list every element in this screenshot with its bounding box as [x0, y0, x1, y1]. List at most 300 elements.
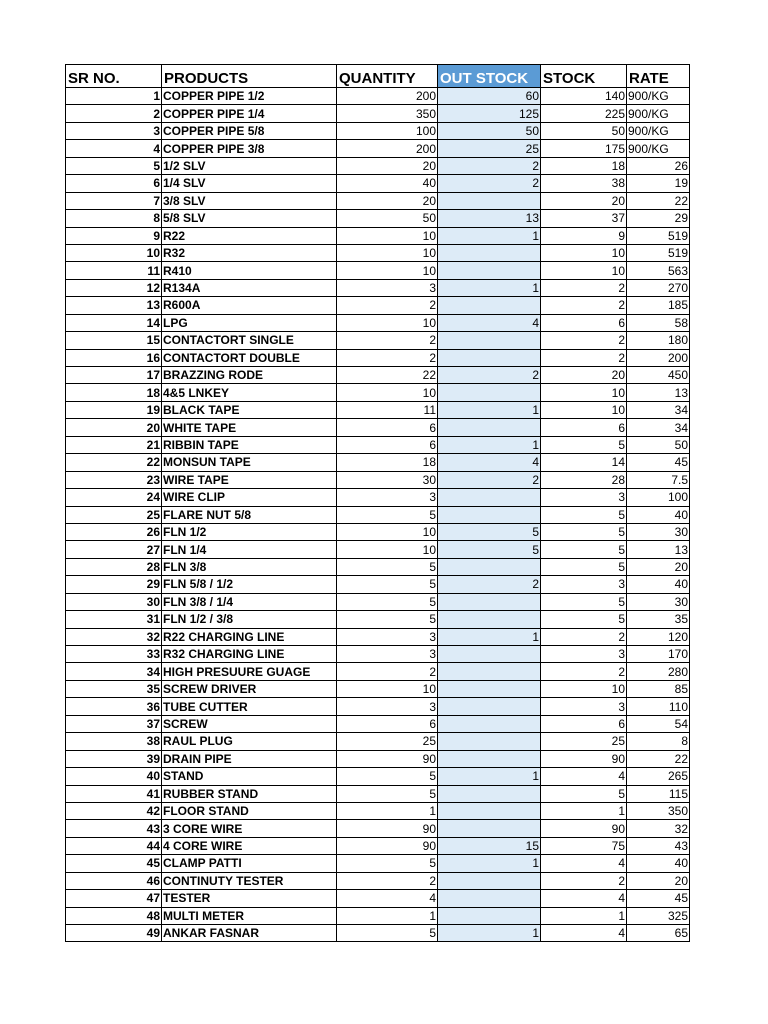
header-products[interactable]: PRODUCTS: [162, 65, 337, 88]
cell-out-stock[interactable]: 1: [438, 436, 541, 453]
cell-rate[interactable]: 270: [627, 279, 690, 296]
cell-rate[interactable]: 20: [627, 558, 690, 575]
cell-quantity[interactable]: 6: [337, 436, 438, 453]
cell-product[interactable]: COPPER PIPE 1/4: [162, 105, 337, 122]
cell-quantity[interactable]: 1: [337, 802, 438, 819]
cell-sr-no[interactable]: 46: [66, 872, 162, 889]
cell-sr-no[interactable]: 35: [66, 680, 162, 697]
cell-stock[interactable]: 4: [541, 890, 627, 907]
cell-rate[interactable]: 325: [627, 907, 690, 924]
cell-product[interactable]: R22: [162, 227, 337, 244]
cell-rate[interactable]: 43: [627, 837, 690, 854]
cell-stock[interactable]: 10: [541, 680, 627, 697]
cell-sr-no[interactable]: 43: [66, 820, 162, 837]
cell-stock[interactable]: 6: [541, 314, 627, 331]
cell-rate[interactable]: 170: [627, 646, 690, 663]
cell-out-stock[interactable]: 2: [438, 367, 541, 384]
cell-rate[interactable]: 519: [627, 244, 690, 261]
cell-stock[interactable]: 20: [541, 192, 627, 209]
cell-product[interactable]: SCREW DRIVER: [162, 680, 337, 697]
cell-rate[interactable]: 45: [627, 454, 690, 471]
cell-stock[interactable]: 2: [541, 297, 627, 314]
cell-out-stock[interactable]: [438, 820, 541, 837]
cell-quantity[interactable]: 3: [337, 646, 438, 663]
cell-out-stock[interactable]: 1: [438, 628, 541, 645]
cell-rate[interactable]: 30: [627, 593, 690, 610]
cell-sr-no[interactable]: 36: [66, 698, 162, 715]
cell-sr-no[interactable]: 1: [66, 88, 162, 105]
cell-product[interactable]: TUBE CUTTER: [162, 698, 337, 715]
cell-rate[interactable]: 30: [627, 523, 690, 540]
cell-rate[interactable]: 54: [627, 715, 690, 732]
cell-rate[interactable]: 35: [627, 611, 690, 628]
cell-rate[interactable]: 13: [627, 384, 690, 401]
cell-product[interactable]: R32: [162, 244, 337, 261]
cell-sr-no[interactable]: 44: [66, 837, 162, 854]
cell-out-stock[interactable]: 1: [438, 925, 541, 942]
cell-sr-no[interactable]: 49: [66, 925, 162, 942]
cell-product[interactable]: 1/4 SLV: [162, 175, 337, 192]
cell-quantity[interactable]: 22: [337, 367, 438, 384]
cell-sr-no[interactable]: 5: [66, 157, 162, 174]
cell-quantity[interactable]: 6: [337, 715, 438, 732]
cell-sr-no[interactable]: 14: [66, 314, 162, 331]
cell-stock[interactable]: 5: [541, 436, 627, 453]
cell-out-stock[interactable]: 50: [438, 122, 541, 139]
cell-rate[interactable]: 115: [627, 785, 690, 802]
cell-rate[interactable]: 13: [627, 541, 690, 558]
cell-rate[interactable]: 900/KG: [627, 122, 690, 139]
cell-product[interactable]: R22 CHARGING LINE: [162, 628, 337, 645]
cell-product[interactable]: COPPER PIPE 1/2: [162, 88, 337, 105]
cell-out-stock[interactable]: 1: [438, 401, 541, 418]
cell-quantity[interactable]: 10: [337, 227, 438, 244]
cell-quantity[interactable]: 100: [337, 122, 438, 139]
cell-stock[interactable]: 3: [541, 576, 627, 593]
cell-stock[interactable]: 38: [541, 175, 627, 192]
cell-product[interactable]: HIGH PRESUURE GUAGE: [162, 663, 337, 680]
cell-rate[interactable]: 34: [627, 419, 690, 436]
cell-stock[interactable]: 10: [541, 244, 627, 261]
cell-sr-no[interactable]: 28: [66, 558, 162, 575]
cell-quantity[interactable]: 3: [337, 489, 438, 506]
cell-stock[interactable]: 4: [541, 855, 627, 872]
header-out-stock[interactable]: OUT STOCK: [438, 65, 541, 88]
cell-sr-no[interactable]: 42: [66, 802, 162, 819]
cell-out-stock[interactable]: [438, 384, 541, 401]
cell-sr-no[interactable]: 30: [66, 593, 162, 610]
cell-out-stock[interactable]: [438, 872, 541, 889]
cell-out-stock[interactable]: 15: [438, 837, 541, 854]
cell-out-stock[interactable]: [438, 593, 541, 610]
cell-out-stock[interactable]: [438, 297, 541, 314]
cell-sr-no[interactable]: 16: [66, 349, 162, 366]
cell-out-stock[interactable]: [438, 733, 541, 750]
cell-quantity[interactable]: 11: [337, 401, 438, 418]
cell-quantity[interactable]: 5: [337, 506, 438, 523]
cell-stock[interactable]: 4: [541, 768, 627, 785]
cell-product[interactable]: R410: [162, 262, 337, 279]
cell-product[interactable]: WIRE TAPE: [162, 471, 337, 488]
cell-stock[interactable]: 3: [541, 489, 627, 506]
cell-stock[interactable]: 10: [541, 262, 627, 279]
cell-product[interactable]: CONTACTORT DOUBLE: [162, 349, 337, 366]
cell-quantity[interactable]: 200: [337, 88, 438, 105]
cell-quantity[interactable]: 2: [337, 349, 438, 366]
cell-out-stock[interactable]: [438, 715, 541, 732]
cell-stock[interactable]: 14: [541, 454, 627, 471]
cell-product[interactable]: FLN 3/8: [162, 558, 337, 575]
cell-quantity[interactable]: 90: [337, 750, 438, 767]
cell-out-stock[interactable]: 5: [438, 541, 541, 558]
cell-sr-no[interactable]: 20: [66, 419, 162, 436]
cell-stock[interactable]: 2: [541, 332, 627, 349]
cell-sr-no[interactable]: 27: [66, 541, 162, 558]
cell-product[interactable]: TESTER: [162, 890, 337, 907]
cell-sr-no[interactable]: 26: [66, 523, 162, 540]
cell-stock[interactable]: 37: [541, 210, 627, 227]
cell-product[interactable]: WHITE TAPE: [162, 419, 337, 436]
cell-rate[interactable]: 900/KG: [627, 140, 690, 157]
cell-product[interactable]: SCREW: [162, 715, 337, 732]
cell-sr-no[interactable]: 6: [66, 175, 162, 192]
cell-sr-no[interactable]: 38: [66, 733, 162, 750]
cell-product[interactable]: DRAIN PIPE: [162, 750, 337, 767]
cell-product[interactable]: MULTI METER: [162, 907, 337, 924]
cell-rate[interactable]: 65: [627, 925, 690, 942]
cell-rate[interactable]: 100: [627, 489, 690, 506]
cell-out-stock[interactable]: [438, 646, 541, 663]
cell-product[interactable]: LPG: [162, 314, 337, 331]
cell-quantity[interactable]: 10: [337, 262, 438, 279]
cell-quantity[interactable]: 40: [337, 175, 438, 192]
cell-rate[interactable]: 185: [627, 297, 690, 314]
cell-product[interactable]: R32 CHARGING LINE: [162, 646, 337, 663]
cell-product[interactable]: 4 CORE WIRE: [162, 837, 337, 854]
header-quantity[interactable]: QUANTITY: [337, 65, 438, 88]
cell-quantity[interactable]: 2: [337, 297, 438, 314]
cell-quantity[interactable]: 3: [337, 279, 438, 296]
cell-rate[interactable]: 900/KG: [627, 105, 690, 122]
cell-stock[interactable]: 10: [541, 401, 627, 418]
cell-product[interactable]: STAND: [162, 768, 337, 785]
cell-stock[interactable]: 9: [541, 227, 627, 244]
cell-stock[interactable]: 175: [541, 140, 627, 157]
cell-sr-no[interactable]: 32: [66, 628, 162, 645]
cell-stock[interactable]: 4: [541, 925, 627, 942]
cell-sr-no[interactable]: 47: [66, 890, 162, 907]
cell-out-stock[interactable]: 4: [438, 454, 541, 471]
header-rate[interactable]: RATE: [627, 65, 690, 88]
cell-out-stock[interactable]: [438, 663, 541, 680]
cell-rate[interactable]: 34: [627, 401, 690, 418]
cell-quantity[interactable]: 90: [337, 837, 438, 854]
cell-sr-no[interactable]: 17: [66, 367, 162, 384]
cell-out-stock[interactable]: 2: [438, 471, 541, 488]
cell-out-stock[interactable]: 1: [438, 279, 541, 296]
cell-stock[interactable]: 20: [541, 367, 627, 384]
cell-sr-no[interactable]: 9: [66, 227, 162, 244]
cell-product[interactable]: FLN 5/8 / 1/2: [162, 576, 337, 593]
cell-product[interactable]: ANKAR FASNAR: [162, 925, 337, 942]
cell-out-stock[interactable]: [438, 192, 541, 209]
cell-stock[interactable]: 1: [541, 802, 627, 819]
cell-quantity[interactable]: 2: [337, 663, 438, 680]
cell-sr-no[interactable]: 39: [66, 750, 162, 767]
cell-rate[interactable]: 20: [627, 872, 690, 889]
cell-out-stock[interactable]: [438, 785, 541, 802]
cell-stock[interactable]: 2: [541, 279, 627, 296]
cell-quantity[interactable]: 5: [337, 593, 438, 610]
cell-sr-no[interactable]: 24: [66, 489, 162, 506]
cell-stock[interactable]: 10: [541, 384, 627, 401]
cell-stock[interactable]: 5: [541, 523, 627, 540]
cell-sr-no[interactable]: 7: [66, 192, 162, 209]
cell-quantity[interactable]: 10: [337, 384, 438, 401]
cell-out-stock[interactable]: 5: [438, 523, 541, 540]
cell-out-stock[interactable]: [438, 907, 541, 924]
cell-sr-no[interactable]: 8: [66, 210, 162, 227]
cell-rate[interactable]: 29: [627, 210, 690, 227]
cell-rate[interactable]: 26: [627, 157, 690, 174]
cell-out-stock[interactable]: [438, 332, 541, 349]
cell-sr-no[interactable]: 4: [66, 140, 162, 157]
cell-sr-no[interactable]: 41: [66, 785, 162, 802]
cell-product[interactable]: FLARE NUT 5/8: [162, 506, 337, 523]
cell-quantity[interactable]: 10: [337, 244, 438, 261]
cell-product[interactable]: BRAZZING RODE: [162, 367, 337, 384]
cell-rate[interactable]: 200: [627, 349, 690, 366]
cell-sr-no[interactable]: 22: [66, 454, 162, 471]
cell-out-stock[interactable]: [438, 349, 541, 366]
cell-product[interactable]: FLN 1/2 / 3/8: [162, 611, 337, 628]
cell-out-stock[interactable]: 1: [438, 855, 541, 872]
cell-stock[interactable]: 140: [541, 88, 627, 105]
cell-sr-no[interactable]: 34: [66, 663, 162, 680]
cell-quantity[interactable]: 30: [337, 471, 438, 488]
cell-product[interactable]: CLAMP PATTI: [162, 855, 337, 872]
cell-stock[interactable]: 2: [541, 872, 627, 889]
cell-quantity[interactable]: 3: [337, 698, 438, 715]
cell-stock[interactable]: 225: [541, 105, 627, 122]
cell-sr-no[interactable]: 29: [66, 576, 162, 593]
cell-sr-no[interactable]: 40: [66, 768, 162, 785]
cell-product[interactable]: RAUL PLUG: [162, 733, 337, 750]
cell-stock[interactable]: 5: [541, 785, 627, 802]
cell-rate[interactable]: 350: [627, 802, 690, 819]
cell-quantity[interactable]: 20: [337, 157, 438, 174]
cell-quantity[interactable]: 10: [337, 523, 438, 540]
cell-quantity[interactable]: 25: [337, 733, 438, 750]
cell-sr-no[interactable]: 23: [66, 471, 162, 488]
cell-rate[interactable]: 58: [627, 314, 690, 331]
cell-rate[interactable]: 40: [627, 576, 690, 593]
cell-stock[interactable]: 50: [541, 122, 627, 139]
cell-quantity[interactable]: 20: [337, 192, 438, 209]
cell-rate[interactable]: 563: [627, 262, 690, 279]
cell-rate[interactable]: 110: [627, 698, 690, 715]
cell-out-stock[interactable]: [438, 611, 541, 628]
cell-stock[interactable]: 5: [541, 611, 627, 628]
cell-product[interactable]: 1/2 SLV: [162, 157, 337, 174]
cell-quantity[interactable]: 5: [337, 855, 438, 872]
cell-rate[interactable]: 85: [627, 680, 690, 697]
cell-sr-no[interactable]: 3: [66, 122, 162, 139]
cell-quantity[interactable]: 5: [337, 611, 438, 628]
cell-rate[interactable]: 450: [627, 367, 690, 384]
cell-quantity[interactable]: 10: [337, 314, 438, 331]
cell-out-stock[interactable]: 1: [438, 768, 541, 785]
cell-stock[interactable]: 18: [541, 157, 627, 174]
cell-stock[interactable]: 5: [541, 506, 627, 523]
cell-sr-no[interactable]: 37: [66, 715, 162, 732]
cell-stock[interactable]: 25: [541, 733, 627, 750]
cell-stock[interactable]: 6: [541, 419, 627, 436]
cell-product[interactable]: RUBBER STAND: [162, 785, 337, 802]
cell-stock[interactable]: 3: [541, 646, 627, 663]
cell-sr-no[interactable]: 18: [66, 384, 162, 401]
cell-quantity[interactable]: 5: [337, 925, 438, 942]
cell-out-stock[interactable]: 4: [438, 314, 541, 331]
cell-stock[interactable]: 90: [541, 750, 627, 767]
cell-product[interactable]: RIBBIN TAPE: [162, 436, 337, 453]
cell-sr-no[interactable]: 13: [66, 297, 162, 314]
cell-out-stock[interactable]: [438, 262, 541, 279]
cell-stock[interactable]: 3: [541, 698, 627, 715]
cell-out-stock[interactable]: [438, 244, 541, 261]
cell-out-stock[interactable]: 125: [438, 105, 541, 122]
cell-quantity[interactable]: 18: [337, 454, 438, 471]
cell-rate[interactable]: 7.5: [627, 471, 690, 488]
cell-quantity[interactable]: 5: [337, 785, 438, 802]
cell-rate[interactable]: 519: [627, 227, 690, 244]
cell-rate[interactable]: 40: [627, 506, 690, 523]
cell-quantity[interactable]: 2: [337, 332, 438, 349]
cell-stock[interactable]: 5: [541, 558, 627, 575]
cell-stock[interactable]: 90: [541, 820, 627, 837]
cell-sr-no[interactable]: 15: [66, 332, 162, 349]
cell-quantity[interactable]: 5: [337, 558, 438, 575]
cell-rate[interactable]: 22: [627, 750, 690, 767]
cell-rate[interactable]: 22: [627, 192, 690, 209]
cell-quantity[interactable]: 2: [337, 872, 438, 889]
cell-product[interactable]: R134A: [162, 279, 337, 296]
cell-sr-no[interactable]: 45: [66, 855, 162, 872]
cell-quantity[interactable]: 50: [337, 210, 438, 227]
cell-quantity[interactable]: 10: [337, 541, 438, 558]
header-sr-no[interactable]: SR NO.: [66, 65, 162, 88]
cell-product[interactable]: CONTACTORT SINGLE: [162, 332, 337, 349]
cell-rate[interactable]: 265: [627, 768, 690, 785]
cell-sr-no[interactable]: 2: [66, 105, 162, 122]
cell-stock[interactable]: 28: [541, 471, 627, 488]
cell-stock[interactable]: 5: [541, 593, 627, 610]
cell-sr-no[interactable]: 25: [66, 506, 162, 523]
cell-quantity[interactable]: 10: [337, 680, 438, 697]
cell-out-stock[interactable]: 25: [438, 140, 541, 157]
cell-product[interactable]: 3 CORE WIRE: [162, 820, 337, 837]
cell-rate[interactable]: 32: [627, 820, 690, 837]
cell-sr-no[interactable]: 10: [66, 244, 162, 261]
cell-out-stock[interactable]: 60: [438, 88, 541, 105]
cell-product[interactable]: WIRE CLIP: [162, 489, 337, 506]
cell-rate[interactable]: 40: [627, 855, 690, 872]
cell-out-stock[interactable]: [438, 680, 541, 697]
cell-out-stock[interactable]: 13: [438, 210, 541, 227]
cell-quantity[interactable]: 350: [337, 105, 438, 122]
cell-product[interactable]: BLACK TAPE: [162, 401, 337, 418]
cell-rate[interactable]: 8: [627, 733, 690, 750]
cell-product[interactable]: FLN 1/4: [162, 541, 337, 558]
cell-stock[interactable]: 75: [541, 837, 627, 854]
cell-rate[interactable]: 19: [627, 175, 690, 192]
cell-product[interactable]: COPPER PIPE 3/8: [162, 140, 337, 157]
cell-quantity[interactable]: 5: [337, 768, 438, 785]
cell-sr-no[interactable]: 12: [66, 279, 162, 296]
cell-quantity[interactable]: 6: [337, 419, 438, 436]
cell-product[interactable]: FLOOR STAND: [162, 802, 337, 819]
cell-product[interactable]: CONTINUTY TESTER: [162, 872, 337, 889]
cell-sr-no[interactable]: 21: [66, 436, 162, 453]
cell-stock[interactable]: 5: [541, 541, 627, 558]
cell-out-stock[interactable]: [438, 750, 541, 767]
cell-quantity[interactable]: 3: [337, 628, 438, 645]
cell-product[interactable]: R600A: [162, 297, 337, 314]
cell-out-stock[interactable]: [438, 506, 541, 523]
cell-out-stock[interactable]: [438, 802, 541, 819]
cell-out-stock[interactable]: [438, 489, 541, 506]
cell-product[interactable]: 3/8 SLV: [162, 192, 337, 209]
cell-stock[interactable]: 2: [541, 628, 627, 645]
cell-stock[interactable]: 2: [541, 349, 627, 366]
cell-rate[interactable]: 900/KG: [627, 88, 690, 105]
cell-out-stock[interactable]: 2: [438, 157, 541, 174]
cell-out-stock[interactable]: 1: [438, 227, 541, 244]
cell-rate[interactable]: 280: [627, 663, 690, 680]
cell-sr-no[interactable]: 33: [66, 646, 162, 663]
cell-quantity[interactable]: 1: [337, 907, 438, 924]
cell-stock[interactable]: 6: [541, 715, 627, 732]
cell-rate[interactable]: 180: [627, 332, 690, 349]
cell-quantity[interactable]: 5: [337, 576, 438, 593]
cell-out-stock[interactable]: [438, 558, 541, 575]
cell-sr-no[interactable]: 48: [66, 907, 162, 924]
cell-out-stock[interactable]: [438, 698, 541, 715]
cell-product[interactable]: FLN 1/2: [162, 523, 337, 540]
cell-product[interactable]: MONSUN TAPE: [162, 454, 337, 471]
cell-out-stock[interactable]: [438, 419, 541, 436]
cell-product[interactable]: COPPER PIPE 5/8: [162, 122, 337, 139]
cell-quantity[interactable]: 90: [337, 820, 438, 837]
cell-product[interactable]: 4&5 LNKEY: [162, 384, 337, 401]
cell-sr-no[interactable]: 31: [66, 611, 162, 628]
cell-product[interactable]: FLN 3/8 / 1/4: [162, 593, 337, 610]
cell-sr-no[interactable]: 11: [66, 262, 162, 279]
cell-rate[interactable]: 45: [627, 890, 690, 907]
cell-quantity[interactable]: 200: [337, 140, 438, 157]
cell-quantity[interactable]: 4: [337, 890, 438, 907]
cell-rate[interactable]: 120: [627, 628, 690, 645]
cell-product[interactable]: 5/8 SLV: [162, 210, 337, 227]
header-stock[interactable]: STOCK: [541, 65, 627, 88]
cell-out-stock[interactable]: 2: [438, 576, 541, 593]
cell-stock[interactable]: 2: [541, 663, 627, 680]
cell-sr-no[interactable]: 19: [66, 401, 162, 418]
cell-out-stock[interactable]: 2: [438, 175, 541, 192]
cell-out-stock[interactable]: [438, 890, 541, 907]
cell-rate[interactable]: 50: [627, 436, 690, 453]
cell-stock[interactable]: 1: [541, 907, 627, 924]
